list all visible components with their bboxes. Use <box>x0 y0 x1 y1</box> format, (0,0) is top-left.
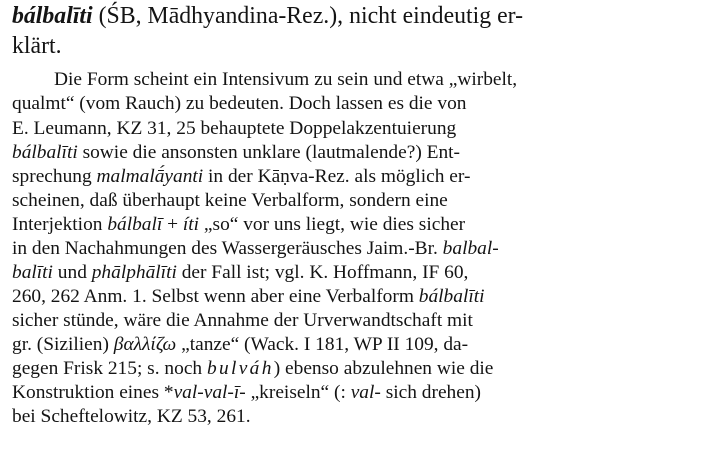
body-text: der Fall ist; vgl. K. Hoffmann, IF 60, <box>176 262 469 283</box>
body-line-12 <box>12 334 468 356</box>
body-text: Konstruktion eines * <box>12 382 174 403</box>
body-text: in den Nachahmungen des Wassergeräusches Jaim.-Br. <box>12 238 443 259</box>
body-text: 260, 262 Anm. 1. Selbst wenn aber eine Verbalform <box>12 286 419 307</box>
body-text: und <box>52 262 92 283</box>
cited-form: bálbalīti <box>418 286 485 307</box>
body-line-6: scheinen, daß überhaupt keine Verbalform, sondern eine <box>12 190 448 211</box>
cited-form: bálbalī <box>107 214 163 235</box>
cited-form: val-val-ī- <box>173 382 246 403</box>
cited-form: val- <box>350 382 381 403</box>
body-line-11: sicher stünde, wäre die Annahme der Urverwandtschaft mit <box>12 310 473 331</box>
body-text: gegen Frisk 215; s. noch <box>12 358 207 379</box>
cited-form: malmalā́yanti <box>96 166 204 187</box>
body-line-14 <box>12 382 481 404</box>
body-line-8 <box>12 238 499 260</box>
body-text: ) ebenso abzulehnen wie die <box>273 358 494 379</box>
body-line-5 <box>12 166 470 188</box>
body-line-7 <box>12 214 465 236</box>
cited-form: bálbalīti <box>12 142 78 163</box>
body-line-13 <box>12 358 493 380</box>
cited-form: balīti <box>12 262 53 283</box>
body-text: „tanze“ (Wack. I 181, WP II 109, da- <box>176 334 469 355</box>
cited-form: íti <box>182 214 200 235</box>
body-text: gr. (Sizilien) <box>12 334 114 355</box>
body-text: sich drehen) <box>380 382 482 403</box>
entry-headline-continued: klärt. <box>12 33 62 59</box>
body-line-10 <box>12 286 485 308</box>
body-line-2: qualmt“ (vom Rauch) zu bedeuten. Doch lassen es die von <box>12 93 467 114</box>
cited-form: phālphālīti <box>91 262 177 283</box>
entry-headline <box>12 1 523 31</box>
body-text: in der Kāṇva-Rez. als möglich er- <box>203 166 471 187</box>
spaced-cited-form: bulváh <box>206 358 274 379</box>
body-line-1: Die Form scheint ein Intensivum zu sein und etwa „wirbelt, <box>54 69 518 90</box>
body-line-15: bei Scheftelowitz, KZ 53, 261. <box>12 406 251 427</box>
body-text: + <box>162 214 183 235</box>
body-line-9 <box>12 262 468 284</box>
cited-form: balbal- <box>442 238 499 259</box>
body-line-4 <box>12 142 460 164</box>
greek-form: βαλλίζω <box>113 334 177 355</box>
body-text: sowie die ansonsten unklare (lautmalende?) Ent- <box>77 142 461 163</box>
entry-headword: bálbalīti <box>12 3 93 29</box>
body-line-3: E. Leumann, KZ 31, 25 behauptete Doppelakzentuierung <box>12 118 457 139</box>
body-text: Interjektion <box>12 214 108 235</box>
body-text: „so“ vor uns liegt, wie dies sicher <box>199 214 466 235</box>
entry-source-note: (ŚB, Mādhyandina-Rez.), nicht eindeutig er- <box>92 3 524 29</box>
body-text: „kreiseln“ (: <box>245 382 351 403</box>
body-text: sprechung <box>12 166 97 187</box>
